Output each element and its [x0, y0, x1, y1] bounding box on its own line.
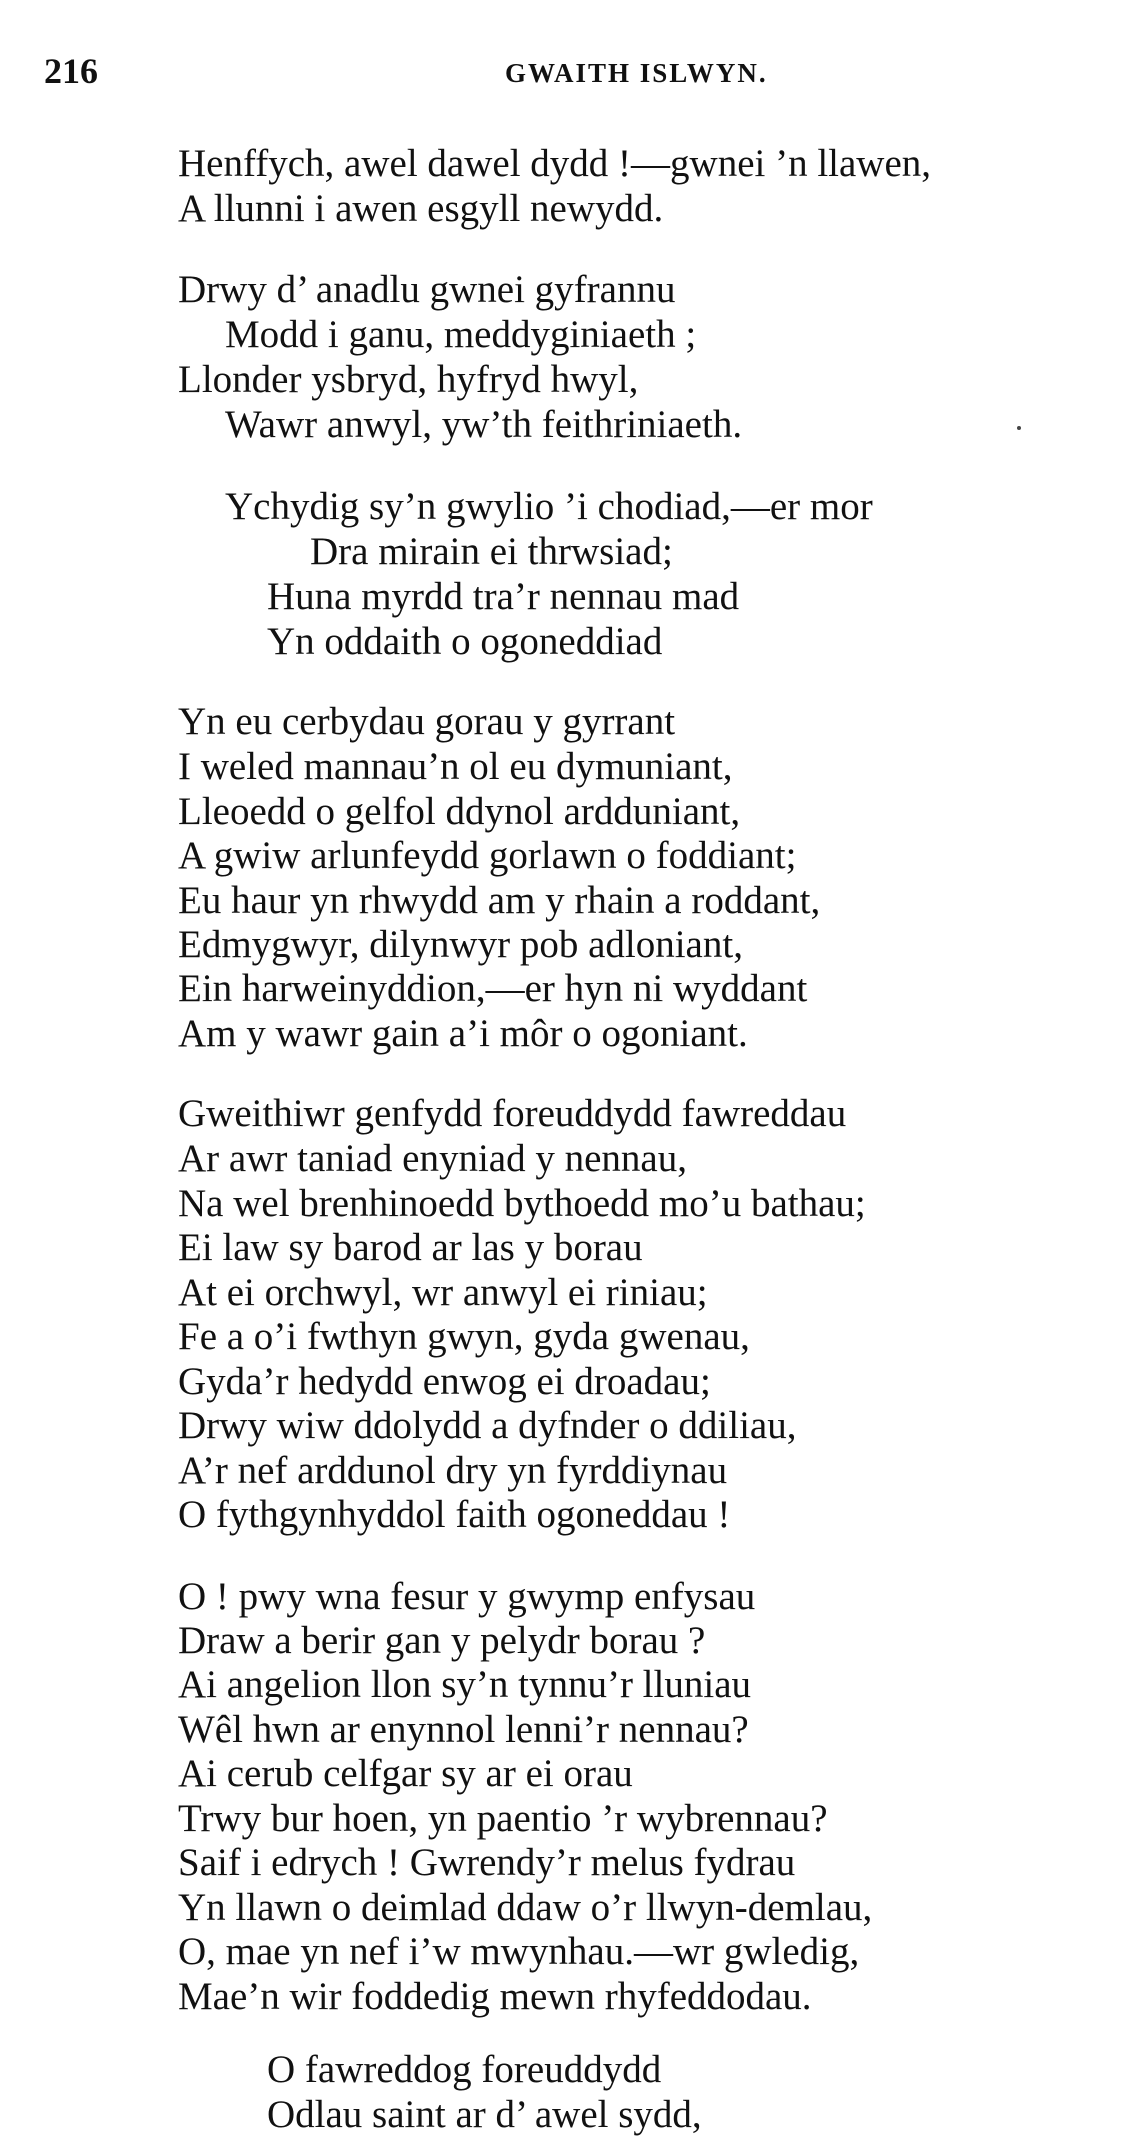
poem-line: At ei orchwyl, wr anwyl ei riniau;: [178, 1271, 708, 1314]
poem-line: Eu haur yn rhwydd am y rhain a roddant,: [178, 879, 821, 922]
poem-line: Ein harweinyddion,—er hyn ni wyddant: [178, 967, 808, 1010]
poem-line: Yn eu cerbydau gorau y gyrrant: [178, 700, 676, 743]
poem-line: Llonder ysbryd, hyfryd hwyl,: [178, 358, 639, 401]
poem-line: Edmygwyr, dilynwyr pob adloniant,: [178, 923, 743, 966]
poem-line: Modd i ganu, meddyginiaeth ;: [225, 313, 697, 356]
poem-line: A’r nef arddunol dry yn fyrddiynau: [178, 1449, 728, 1492]
poem-line: Wêl hwn ar enynnol lenni’r nennau?: [178, 1708, 749, 1751]
poem-line: Saif i edrych ! Gwrendy’r melus fydrau: [178, 1841, 796, 1884]
poem-line: Drwy d’ anadlu gwnei gyfrannu: [178, 268, 676, 311]
poem-line: Yn oddaith o ogoneddiad: [267, 620, 663, 663]
poem-line: Ai angelion llon sy’n tynnu’r lluniau: [178, 1663, 752, 1706]
poem-line: A gwiw arlunfeydd gorlawn o foddiant;: [178, 834, 797, 877]
poem-line: Ai cerub celfgar sy ar ei orau: [178, 1752, 633, 1795]
page-number: 216: [44, 51, 98, 91]
poem-line: Ychydig sy’n gwylio ’i chodiad,—er mor: [225, 485, 873, 528]
poem-line: Odlau saint ar d’ awel sydd,: [267, 2093, 702, 2136]
poem-line: Henffych, awel dawel dydd !—gwnei ’n llawen,: [178, 142, 932, 185]
poem-line: Ei law sy barod ar las y borau: [178, 1226, 643, 1269]
poem-line: O, mae yn nef i’w mwynhau.—wr gwledig,: [178, 1930, 860, 1973]
poem-line: Am y wawr gain a’i môr o ogoniant.: [178, 1012, 748, 1055]
poem-line: Na wel brenhinoedd bythoedd mo’u bathau;: [178, 1182, 866, 1225]
poem-line: Gweithiwr genfydd foreuddydd fawreddau: [178, 1092, 847, 1135]
poem-line: O fythgynhyddol faith ogoneddau !: [178, 1493, 731, 1536]
poem-line: Huna myrdd tra’r nennau mad: [267, 575, 740, 618]
poem-line: Lleoedd o gelfol ddynol ardduniant,: [178, 790, 741, 833]
print-speck: [1017, 426, 1021, 430]
poem-line: Ar awr taniad enyniad y nennau,: [178, 1137, 687, 1180]
poem-line: Trwy bur hoen, yn paentio ’r wybrennau?: [178, 1797, 828, 1840]
running-head: GWAITH ISLWYN.: [505, 58, 768, 88]
poem-line: Yn llawn o deimlad ddaw o’r llwyn-demlau,: [178, 1886, 873, 1929]
poem-line: Wawr anwyl, yw’th feithriniaeth.: [225, 403, 743, 446]
poem-line: O ! pwy wna fesur y gwymp enfysau: [178, 1575, 756, 1618]
poem-line: Draw a berir gan y pelydr borau ?: [178, 1619, 706, 1662]
poem-line: I weled mannau’n ol eu dymuniant,: [178, 745, 733, 788]
poem-line: O fawreddog foreuddydd: [267, 2048, 662, 2091]
poem-line: Mae’n wir foddedig mewn rhyfeddodau.: [178, 1975, 812, 2018]
poem-line: Fe a o’i fwthyn gwyn, gyda gwenau,: [178, 1315, 750, 1358]
poem-line: Dra mirain ei thrwsiad;: [310, 530, 673, 573]
poem-line: Gyda’r hedydd enwog ei droadau;: [178, 1360, 711, 1403]
poem-line: Drwy wiw ddolydd a dyfnder o ddiliau,: [178, 1404, 797, 1447]
poem-line: A llunni i awen esgyll newydd.: [178, 187, 664, 230]
